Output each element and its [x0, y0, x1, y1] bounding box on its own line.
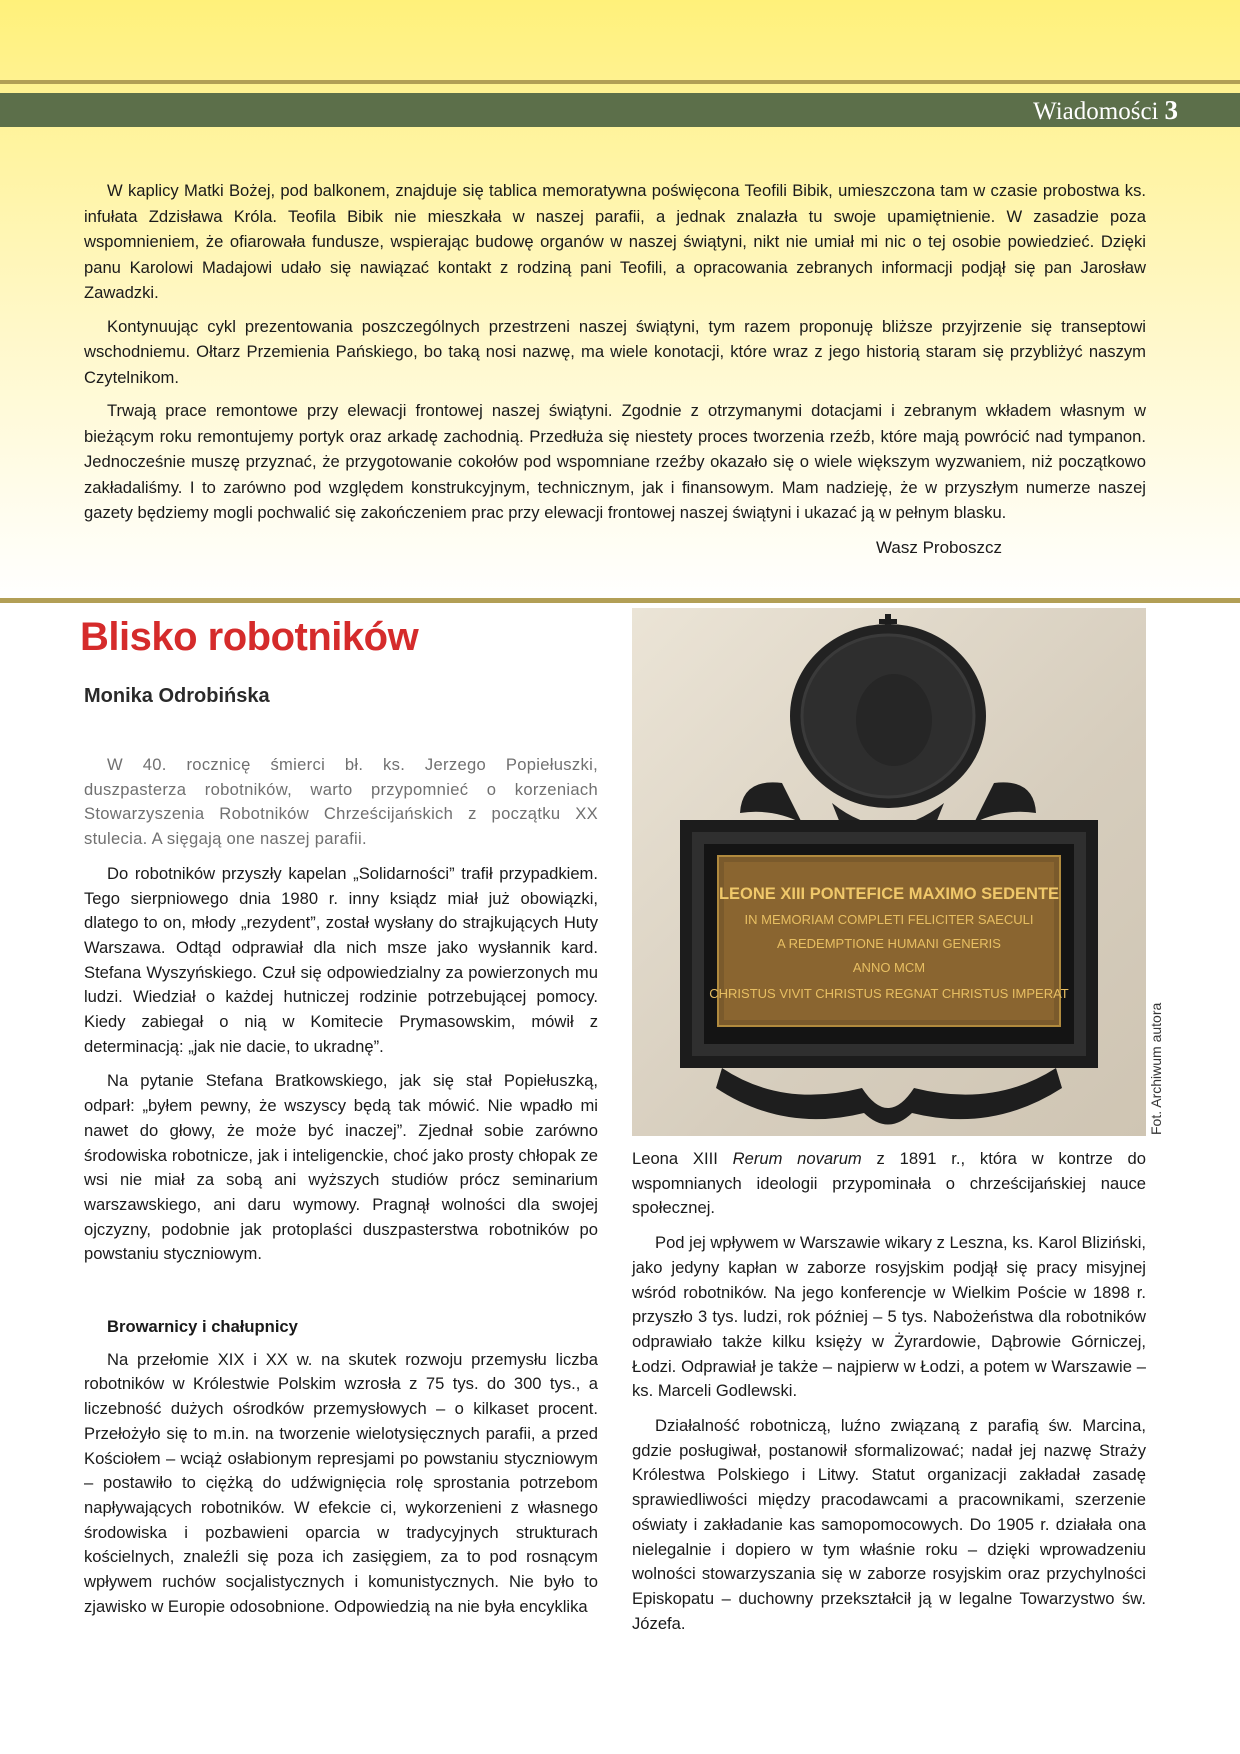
section-divider: [0, 598, 1240, 603]
intro-paragraph: Kontynuując cykl prezentowania poszczególnych przestrzeni naszej świątyni, tym razem proponuję bliższe przyjrzenie się transeptowi wschodniemu. Ołtarz Przemienia Pańskiego, bo taką nosi nazwę, ma wiele konotacji, które wraz z jego historią staram się przybliżyć naszym Czytelnikom.: [84, 316, 1146, 387]
plaque-illustration: [632, 608, 1146, 1136]
article-column-right: [632, 1147, 1146, 1646]
header-rule-top: [0, 80, 1240, 84]
memorial-plaque-photo: [632, 608, 1146, 1136]
plaque-text-line: CHRISTUS VIVIT CHRISTUS REGNAT CHRISTUS IMPERAT: [709, 986, 1069, 1001]
article-paragraph: Na pytanie Stefana Bratkowskiego, jak się stał Popiełuszką, odparł: „byłem pewny, że wszyscy będą tak mówić. Nie wpadło mi nawet do głowy, że może być inaczej”. Zjednał sobie zarówno środowiska robotnicze, jak i inteligenckie, choć jako prosty chłopak ze wsi nie miał za sobą ani wyższych studiów prócz seminarium warszawskiego, ani daru wymowy. Pragnął wolności dla swojej ojczyzny, podobnie jak protoplaści duszpasterstwa robotników po powstaniu styczniowym.: [84, 1071, 598, 1264]
page-number: 3: [1164, 95, 1178, 125]
article-title: Blisko robotników: [80, 615, 419, 659]
editorial-intro: [84, 178, 1146, 534]
plaque-text-line: A REDEMPTIONE HUMANI GENERIS: [777, 936, 1001, 951]
plaque-text-line: LEONE XIII PONTEFICE MAXIMO SEDENTE: [718, 885, 1060, 903]
article-column-left: [84, 753, 598, 1630]
photo-credit: Fot. Archiwum autora: [1148, 1002, 1164, 1135]
article-author: Monika Odrobińska: [84, 685, 270, 707]
article-lead: W 40. rocznicę śmierci bł. ks. Jerzego Popiełuszki, duszpasterza robotników, warto przypomnieć o korzeniach Stowarzyszenia Robotników Chrześcijańskich z początku XX stulecia. A sięgają one naszej parafii.: [84, 755, 598, 849]
editorial-signature: Wasz Proboszcz: [876, 538, 1002, 557]
article-paragraph: Działalność robotniczą, luźno związaną z parafią św. Marcina, gdzie posługiwał, postanowił sformalizować; nadał jej nazwę Straży Królestwa Polskiego i Litwy. Statut organizacji zakładał zasadę sprawiedliwości między pracodawcami a pracownikami, szerzenie oświaty i zakładanie kas samopomocowych. Do 1905 r. działała ona nielegalnie i dopiero w tym właśnie roku – dzięki wprowadzeniu wolności stowarzyszania się w zaborze rosyjskim oraz przychylności Episkopatu – duchowny przekształcił ją w legalne Towarzystwo św. Józefa.: [632, 1416, 1146, 1633]
article-paragraph: Do robotników przyszły kapelan „Solidarności” trafił przypadkiem. Tego sierpniowego dnia 1980 r. inny ksiądz miał już obowiązki, dlatego to on, młody „rezydent”, został wysłany do strajkujących Huty Warszawa. Odtąd odprawiał dla nich msze jako wysłannik kard. Stefana Wyszyńskiego. Czuł się odpowiedzialny za powierzonych mu ludzi. Wiedział o każdej hutniczej rodzinie potrzebującej pomocy. Kiedy zabiegał o nią w Komitecie Prymasowskim, mówił z determinacją: „jak nie dacie, to ukradnę”.: [84, 863, 598, 1056]
section-name: Wiadomości: [1033, 98, 1159, 125]
plaque-text-line: IN MEMORIAM COMPLETI FELICITER SAECULI: [744, 912, 1034, 927]
article-paragraph: Pod jej wpływem w Warszawie wikary z Leszna, ks. Karol Bliziński, jako jedyny kapłan w zaborze rosyjskim podjął się pracy misyjnej wśród robotników. Na jego konferencje w Wielkim Poście w 1898 r. przyszło 3 tys. ludzi, rok później – 5 tys. Nabożeństwa dla robotników odprawiało także kilku księży w Żyrardowie, Dąbrowie Górniczej, Łodzi. Odprawiał je także – najpierw w Łodzi, a potem w Warszawie – ks. Marceli Godlewski.: [632, 1233, 1146, 1401]
article-subheading: Browarnicy i chałupnicy: [107, 1317, 298, 1337]
continued-text: Leona XIII: [632, 1149, 733, 1168]
plaque-text-line: ANNO MCM: [852, 960, 926, 975]
running-header: [1033, 93, 1178, 127]
article-paragraph: Na przełomie XIX i XX w. na skutek rozwoju przemysłu liczba robotników w Królestwie Polskim wzrosła z 75 tys. do 300 tys., a liczebność dużych ośrodków przemysłowych – o kilkaset procent. Przełożyło się to m.in. na tworzenie wielotysięcznych parafii, a przed Kościołem – wciąż osłabionym represjami po powstaniu styczniowym – postawiło to ciężką do udźwignięcia rolę sprostania potrzebom napływających robotników. W efekcie ci, wykorzenieni z własnego środowiska i pozbawieni oparcia w tradycyjnych strukturach kościelnych, znaleźli się poza ich zasięgiem, za to pod rosnącym wpływem ruchów socjalistycznych i komunistycznych. Nie było to zjawisko w Europie odosobnione. Odpowiedzią na nie była encyklika: [84, 1349, 598, 1616]
intro-paragraph: W kaplicy Matki Bożej, pod balkonem, znajduje się tablica memoratywna poświęcona Teofili Bibik, umieszczona tam w czasie probostwa ks. infułata Zdzisława Króla. Teofila Bibik nie mieszkała w naszej parafii, a jednak znalazła tu swoje upamiętnienie. W zasadzie poza wspomnieniem, że ofiarowała fundusze, wspierając budowę organów w naszej świątyni, nikt nie umiał mi nic o tej osobie powiedzieć. Dzięki panu Karolowi Madajowi udało się nawiązać kontakt z rodziną pani Teofili, a opracowania zebranych informacji podjął się pan Jarosław Zawadzki.: [84, 181, 1146, 302]
intro-paragraph: Trwają prace remontowe przy elewacji frontowej naszej świątyni. Zgodnie z otrzymanymi dotacjami i zebranym wkładem własnym w bieżącym roku remontujemy portyk oraz arkadę zachodnią. Przedłuża się niestety proces tworzenia rzeźb, które mają powrócić nad tympanon. Jednocześnie muszę przyznać, że przygotowanie cokołów pod wspomniane rzeźby okazało się o wiele większym wyzwaniem, niż początkowo zakładaliśmy. I to zarówno pod względem konstrukcyjnym, technicznym, jak i finansowym. Mam nadzieję, że w przyszłym numerze naszej gazety będziemy mogli pochwalić się zakończeniem prac przy elewacji frontowej naszej świątyni i ukazać ją w pełnym blasku.: [84, 401, 1146, 522]
encyclical-title: Rerum novarum: [732, 1149, 862, 1168]
article-paragraph-continued: [632, 1147, 1146, 1221]
continued-text: z 1891 r., która w kontrze do wspomnianych ideologii przypominała o chrześcijańskiej nauce społecznej.: [632, 1149, 1147, 1218]
